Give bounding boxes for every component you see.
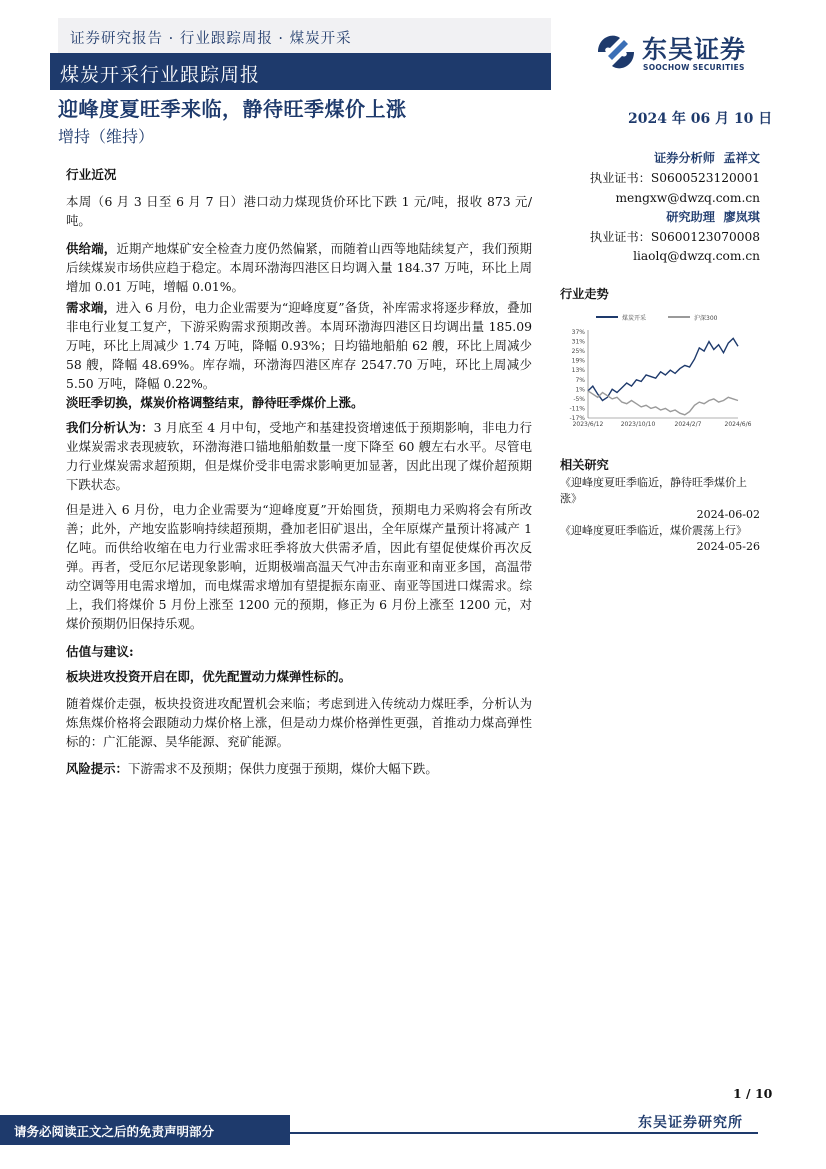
y-tick-label: 1% — [575, 386, 585, 394]
paragraph-price: 本周（6 月 3 日至 6 月 7 日）港口动力煤现货价环比下跌 1 元/吨，报收 873 元/吨。 — [66, 194, 532, 228]
legend-label: 沪深300 — [694, 315, 718, 322]
related-list — [560, 475, 760, 555]
x-tick-label: 2024/6/6 — [724, 421, 752, 428]
demand-text: 进入 6 月份，电力企业需要为“迎峰度夏”备货，补库需求将逐步释放，叠加非电行业复工复产，下游采购需求预期改善。本周环渤海四港区日均调出量 185.09 万吨，环比上周减少 1.74 万吨，降幅 0.93%；日均锚地船舶 62 艘，环比上周减少 58 艘，降幅 48.69%。库存端，环渤海四港区库存 2547.70 万吨，环比上周减少 5.50 万吨，降幅 0.22%。 — [66, 300, 533, 391]
supply-label: 供给端， — [66, 241, 117, 256]
analyst1-cert: 执业证书：S0600523120001 — [589, 171, 760, 185]
x-tick-label: 2023/6/12 — [572, 421, 604, 428]
risk-label: 风险提示： — [66, 761, 128, 776]
paragraph-risk — [66, 759, 532, 778]
report-banner — [50, 53, 551, 90]
analyst2-name: 廖岚琪 — [723, 210, 760, 224]
analyst1-email[interactable]: mengxw@dwzq.com.cn — [615, 191, 760, 205]
breadcrumb: 证券研究报告 · 行业跟踪周报 · 煤炭开采 — [70, 31, 352, 47]
paragraph-analysis — [66, 418, 532, 494]
y-tick-label: 7% — [575, 376, 585, 384]
paragraph-demand — [66, 298, 532, 393]
y-tick-label: 19% — [571, 357, 585, 365]
analyst2-heading — [560, 207, 760, 227]
section-heading-industry: 行业近况 — [66, 167, 117, 182]
analyst2-email[interactable]: liaolq@dwzq.com.cn — [633, 249, 760, 263]
analyst1-name: 孟祥文 — [723, 151, 760, 165]
report-title: 迎峰度夏旺季来临，静待旺季煤价上涨 — [58, 97, 407, 121]
y-tick-label: -11% — [569, 405, 585, 413]
logo-mark-icon — [594, 30, 638, 74]
page-number: 1 / 10 — [733, 1086, 773, 1101]
demand-label: 需求端， — [66, 300, 116, 315]
paragraph-supply — [66, 239, 532, 296]
x-tick-label: 2023/10/10 — [620, 421, 656, 428]
y-tick-label: 31% — [571, 338, 585, 346]
highlight-statement: 淡旺季切换，煤炭价格调整结束，静待旺季煤价上涨。 — [66, 395, 364, 410]
logo-name-en: SOOCHOW SECURITIES — [643, 63, 745, 72]
supply-text: 近期产地煤矿安全检查力度仍然偏紧，而随着山西等地陆续复产，我们预期后续煤炭市场供应趋于稳定。本周环渤海四港区日均调入量 184.37 万吨，环比上周增加 0.01 万吨，增幅 0.01%。 — [66, 241, 533, 294]
y-tick-label: -17% — [569, 415, 585, 422]
paragraph-june-outlook: 但是进入 6 月份，电力企业需要为“迎峰度夏”开始囤货，预期电力采购将会有所改善；此外，产地安监影响持续超预期，叠加老旧矿退出，全年原煤产量预计将减产 1 亿吨。而供给收缩在电力行业需求旺季将放大供需矛盾，因此有望促使煤价再次反弹。再者，受厄尔尼诺现象影响，近期极端高温天气冲击东南亚和南亚多国，高温带动空调等用电需求增加，而电煤需求增加有望提振东南亚、南亚等国进口煤需求。综上，我们将煤价 5 月份上涨至 1200 元的预期，修正为 6 月份上涨至 1200 元，对煤价预期仍旧保持乐观。 — [66, 502, 532, 631]
recommend-heading: 板块进攻投资开启在即，优先配置动力煤弹性标的。 — [66, 669, 351, 684]
analyst2-cert: 执业证书：S0600123070008 — [589, 230, 760, 244]
analysis-text: 3 月底至 4 月中旬，受地产和基建投资增速低于预期影响，非电力行业煤炭需求表现疲软，环渤海港口锚地船舶数量一度下降至 60 艘左右水平。尽管电力行业煤炭需求超预期，但是煤价受非电需求影响更加显著，因此出现了煤价超预期下跌状态。 — [66, 420, 532, 492]
logo-name-cn: 东吴证券 — [642, 35, 747, 64]
company-logo — [594, 28, 774, 76]
report-date: 2024 年 06 月 10 日 — [628, 111, 773, 127]
related-item[interactable]: 《迎峰度夏旺季临近，静待旺季煤价上涨》 — [560, 476, 747, 505]
section-heading-valuation: 估值与建议: — [66, 644, 134, 659]
banner-title: 煤炭开采行业跟踪周报 — [60, 64, 261, 86]
y-tick-label: 25% — [571, 348, 585, 356]
rating: 增持（维持） — [58, 127, 155, 146]
analyst1-title: 证券分析师 — [654, 151, 715, 165]
breadcrumb-bar — [58, 18, 551, 53]
disclaimer-text[interactable]: 请务必阅读正文之后的免责声明部分 — [14, 1124, 215, 1139]
x-tick-label: 2024/2/7 — [674, 421, 702, 428]
institute-name: 东吴证券研究所 — [638, 1115, 743, 1131]
related-heading: 相关研究 — [560, 458, 609, 472]
series-line — [588, 338, 738, 400]
y-tick-label: 13% — [571, 367, 585, 375]
analysis-label: 我们分析认为： — [66, 420, 154, 435]
y-tick-label: 37% — [571, 329, 585, 336]
disclaimer-bar — [0, 1115, 290, 1145]
industry-trend-chart — [558, 305, 758, 430]
risk-text: 下游需求不及预期；保供力度强于预期，煤价大幅下跌。 — [127, 761, 438, 776]
paragraph-recommend: 随着煤价走强，板块投资进攻配置机会来临；考虑到进入传统动力煤旺季，分析认为炼焦煤价格将会跟随动力煤价格上涨，但是动力煤价格弹性更强，首推动力煤高弹性标的：广汇能源、昊华能源、兖矿能源。 — [66, 696, 532, 749]
y-tick-label: -5% — [573, 395, 585, 403]
related-item[interactable]: 《迎峰度夏旺季临近，煤价震荡上行》 — [560, 524, 747, 537]
related-date: 2024-05-26 — [696, 540, 760, 553]
series-line — [588, 391, 738, 415]
analyst2-title: 研究助理 — [666, 210, 715, 224]
trend-heading: 行业走势 — [560, 287, 609, 301]
analyst1-heading — [560, 148, 760, 168]
related-date: 2024-06-02 — [696, 508, 760, 521]
legend-label: 煤炭开采 — [622, 315, 647, 322]
